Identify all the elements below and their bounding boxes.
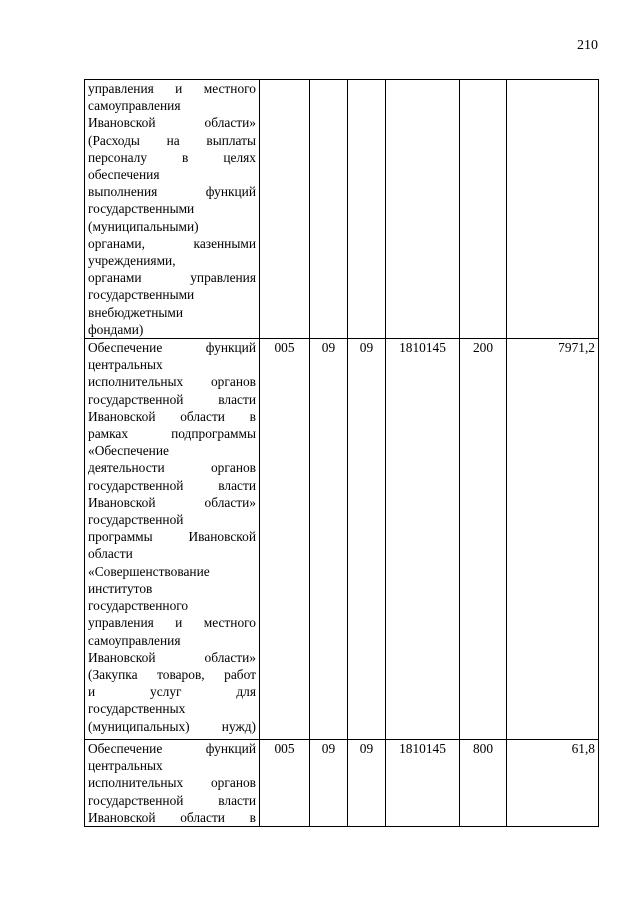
section-code-cell [310,80,348,339]
expense-name-line: государственной власти [88,477,256,493]
ministry-code-cell: 005 [260,740,310,827]
expense-name-line: государственной власти [88,391,256,407]
expense-name-line: (муниципальных) нужд) [88,718,256,734]
target-article-cell: 1810145 [386,339,460,740]
ministry-code-cell: 005 [260,339,310,740]
expense-name-line: Обеспечение функций [88,340,256,356]
expense-name-line: государственной [88,512,184,528]
expense-name-line: исполнительных органов [88,775,256,791]
amount-cell: 7971,2 [507,339,599,740]
expense-name-line: государственной власти [88,792,256,808]
expense-name-line: Ивановской области в [88,809,256,825]
expense-name-line: персоналу в целях [88,149,256,165]
expense-name-line: выполнения функций [88,184,256,200]
amount-cell: 61,8 [507,740,599,827]
section-code-cell: 09 [310,339,348,740]
subsection-code-cell [348,80,386,339]
table-row [85,80,599,339]
subsection-code-cell: 09 [348,339,386,740]
expense-name-line: учреждениями, [88,253,176,269]
expense-name-line: (Закупка товаров, работ [88,666,256,682]
expense-name-line: (Расходы на выплаты [88,132,256,148]
expense-name-line: органами, казенными [88,235,256,251]
target-article-cell: 1810145 [386,740,460,827]
expense-type-cell [460,80,507,339]
expense-name-line: институтов [88,580,153,596]
expense-name-line: и услуг для [88,684,256,700]
expense-name-line: государственными [88,201,195,217]
expense-name-line: самоуправления [88,632,181,648]
expense-name-line: (муниципальными) [88,218,199,234]
subsection-code-cell: 09 [348,740,386,827]
table-row [85,339,599,740]
expense-name-cell [85,80,260,339]
expense-name-line: Ивановской области» [88,494,256,510]
expense-name-line: «Обеспечение [88,443,169,459]
amount-cell [507,80,599,339]
expense-name-line: Обеспечение функций [88,741,256,757]
budget-table [84,79,599,827]
ministry-code-cell [260,80,310,339]
expense-name-line: самоуправления [88,98,181,114]
expense-name-line: Ивановской области в [88,408,256,424]
target-article-cell [386,80,460,339]
expense-name-line: управления и местного [88,81,256,96]
page-number: 210 [577,38,598,53]
expense-name-cell [85,740,260,827]
expense-name-line: деятельности органов [88,460,256,476]
expense-name-line: внебюджетными [88,304,184,320]
expense-name-line: центральных [88,758,163,774]
expense-name-line: органами управления [88,270,256,286]
expense-name-line: государственного [88,598,189,614]
expense-name-line: рамках подпрограммы [88,426,256,442]
expense-name-line: государственных [88,701,186,717]
expense-type-cell: 200 [460,339,507,740]
expense-name-line: управления и местного [88,615,256,631]
expense-name-line: центральных [88,357,163,373]
expense-name-line: «Совершенствование [88,563,210,579]
expense-name-line: исполнительных органов [88,374,256,390]
table-row [85,740,599,827]
expense-name-line: Ивановской области» [88,115,256,131]
expense-name-cell [85,339,260,740]
expense-name-line: области [88,546,133,562]
expense-name-line: государственными [88,287,195,303]
expense-name-line: фондами) [88,321,144,337]
expense-name-line: обеспечения [88,167,160,183]
expense-type-cell: 800 [460,740,507,827]
expense-name-line: Ивановской области» [88,649,256,665]
expense-name-line: программы Ивановской [88,529,256,545]
section-code-cell: 09 [310,740,348,827]
